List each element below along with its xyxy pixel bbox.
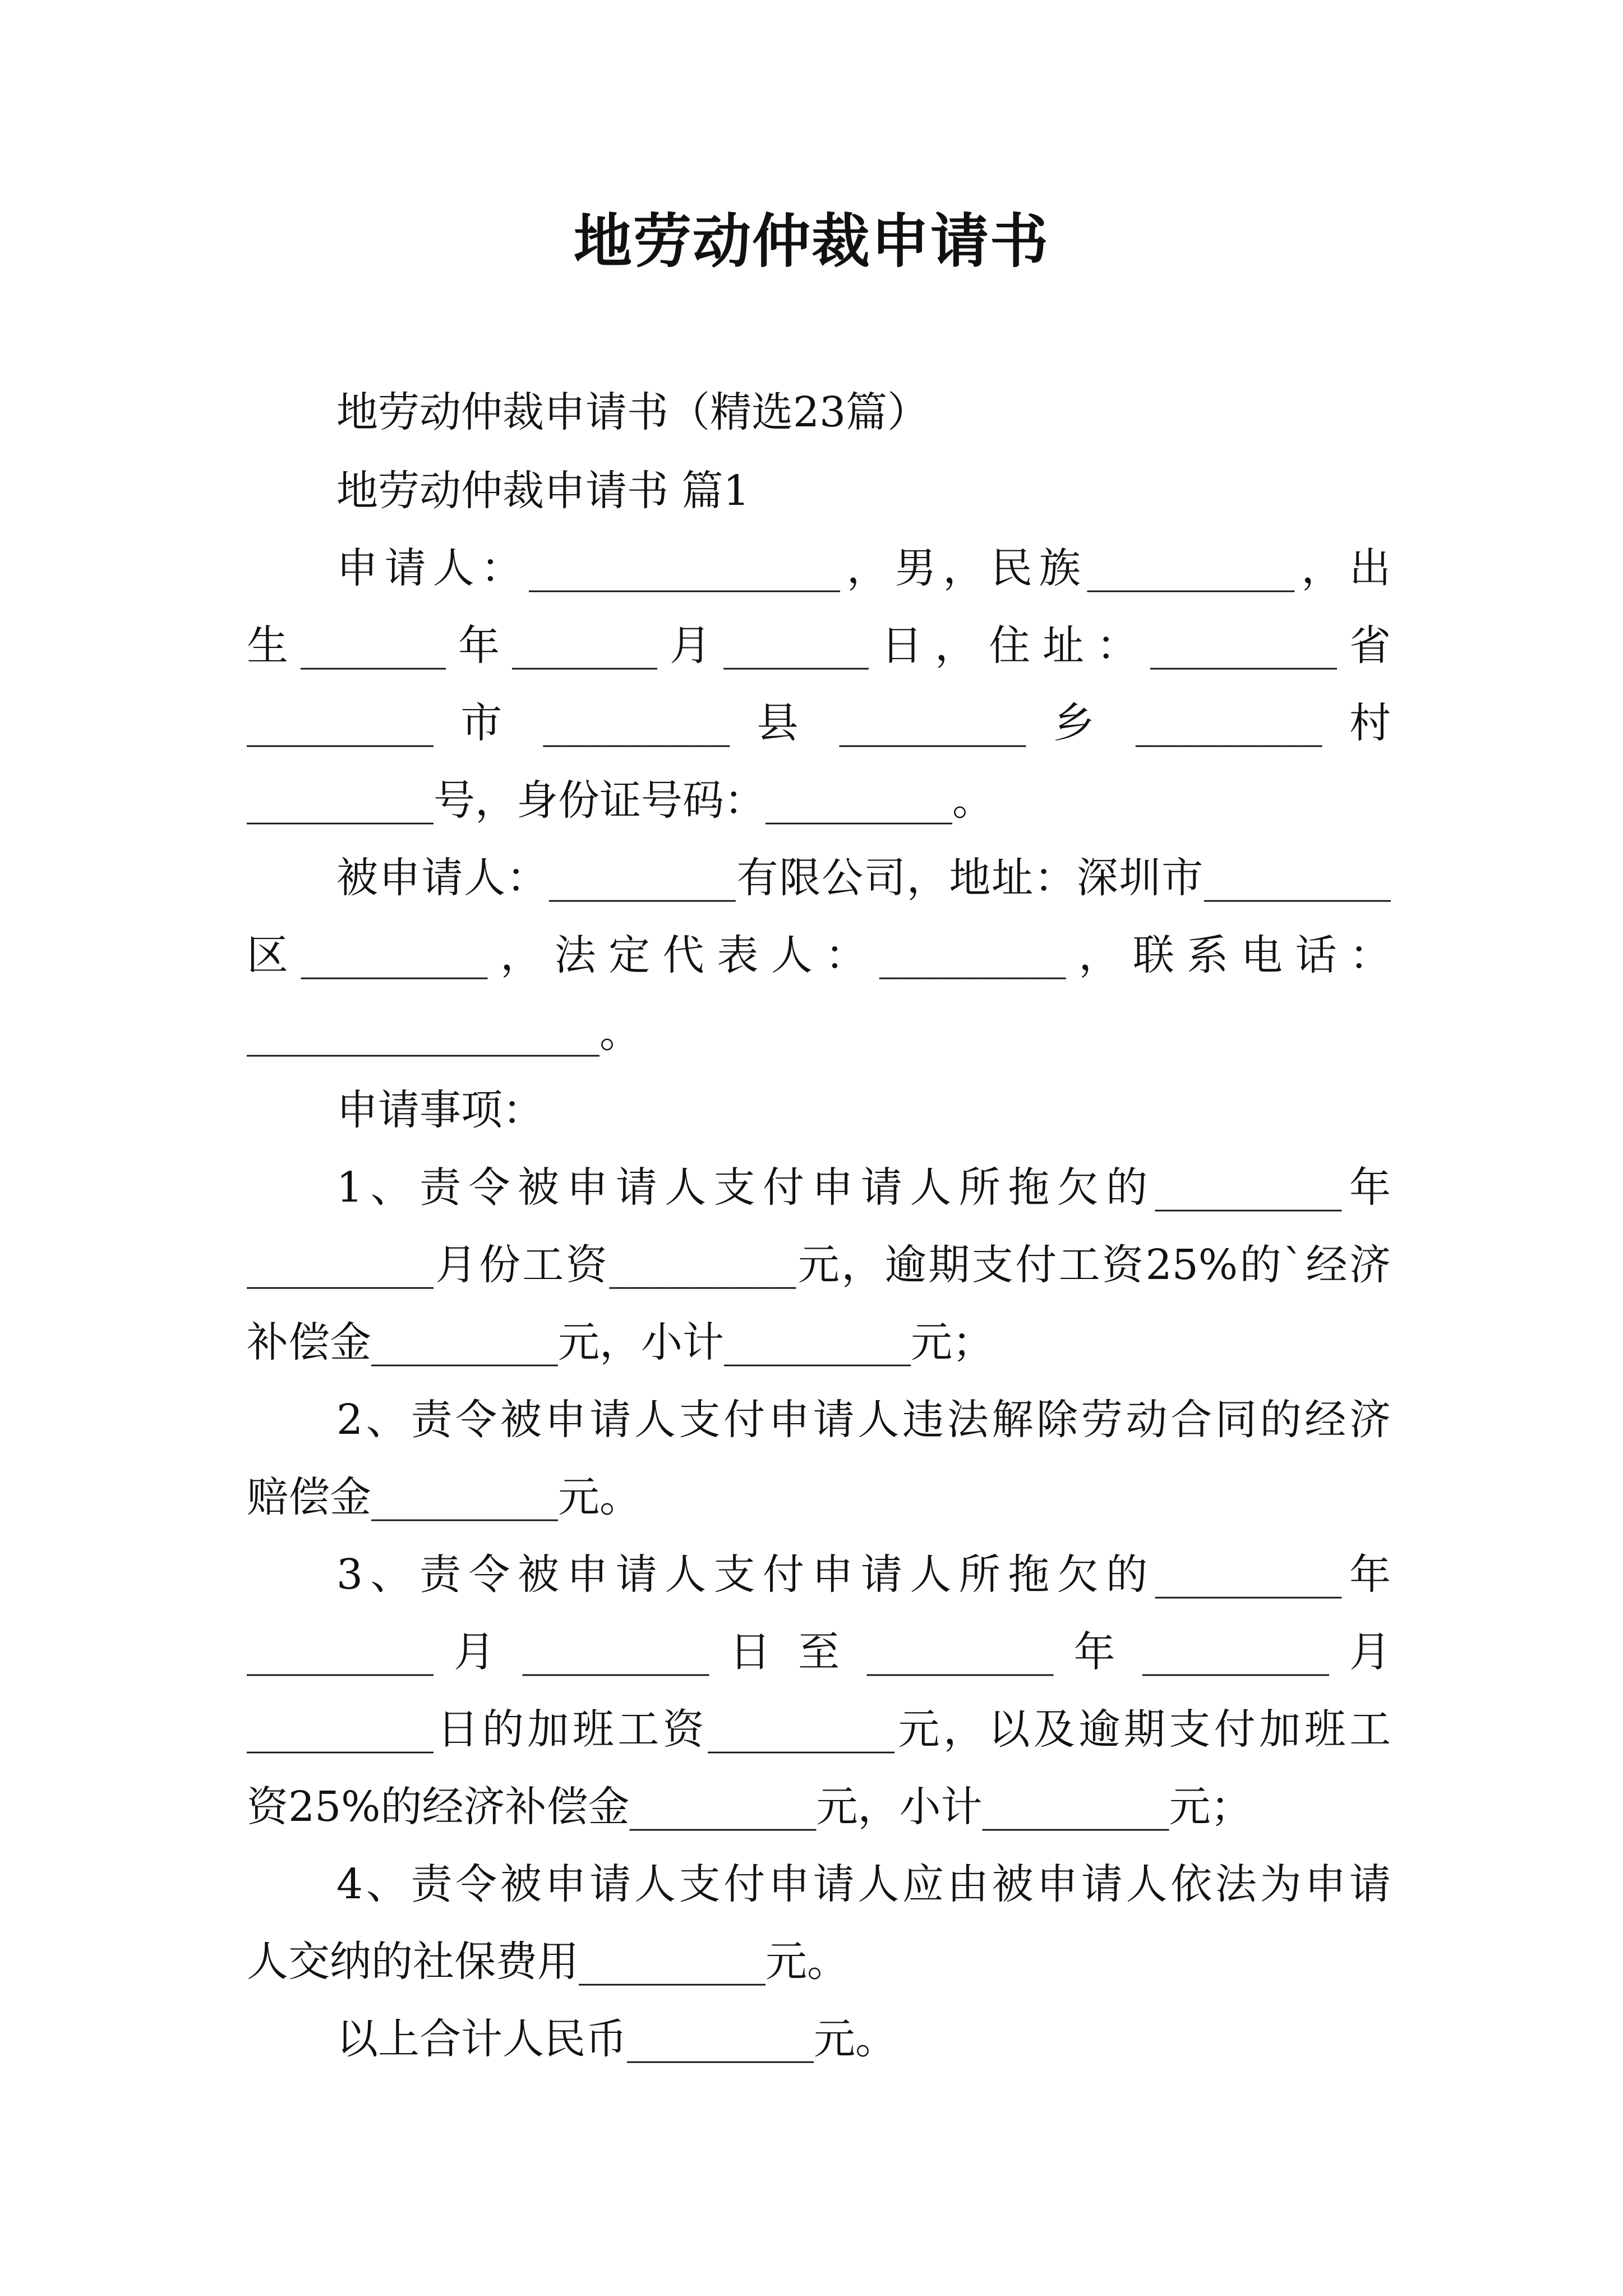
paragraph-line: 资25%的经济补偿金_________元，小计_________元；: [247, 1783, 1252, 1831]
section-heading: 地劳动仲裁申请书 篇1: [336, 467, 750, 515]
paragraph-line: _________________。: [247, 1009, 641, 1057]
paragraph-line: _________号，身份证号码：_________。: [247, 776, 994, 825]
paragraph-line: 区_________，法定代表人：_________，联系电话：: [247, 931, 1391, 979]
paragraph-line: 1、责令被申请人支付申请人所拖欠的_________年: [336, 1163, 1391, 1212]
paragraph-line: 4、责令被申请人支付申请人应由被申请人依法为申请: [336, 1860, 1391, 1908]
paragraph-line: 申请人：_______________，男，民族__________，出: [336, 544, 1391, 592]
paragraph-line: 被申请人：_________有限公司，地址：深圳市_________: [336, 854, 1391, 902]
paragraph-line: _________ 月 _________ 日 至 _________ 年 _________ 月: [247, 1628, 1391, 1676]
paragraph-line: 以上合计人民币_________元。: [336, 2015, 897, 2063]
paragraph-line: 赔偿金_________元。: [247, 1473, 641, 1521]
paragraph-line: _________日的加班工资_________元，以及逾期支付加班工: [247, 1705, 1391, 1754]
paragraph-line: 人交纳的社保费用_________元。: [247, 1938, 849, 1986]
subtitle-selection: 地劳动仲裁申请书（精选23篇）: [336, 388, 929, 436]
document-title: 地劳动仲裁申请书: [573, 206, 1049, 275]
paragraph-line: 2、责令被申请人支付申请人违法解除劳动合同的经济: [336, 1396, 1391, 1444]
paragraph-line: 生_______年_______月_______日，住址：_________省: [247, 622, 1391, 670]
section-heading: 申请事项：: [336, 1086, 544, 1134]
paragraph-line: 补偿金_________元，小计_________元；: [247, 1318, 994, 1366]
paragraph-line: _________ 市 _________ 县 _________ 乡 _________ 村: [247, 699, 1391, 747]
paragraph-line: 3、责令被申请人支付申请人所拖欠的_________年: [336, 1550, 1391, 1599]
paragraph-line: _________月份工资_________元，逾期支付工资25%的`经济: [247, 1241, 1391, 1289]
